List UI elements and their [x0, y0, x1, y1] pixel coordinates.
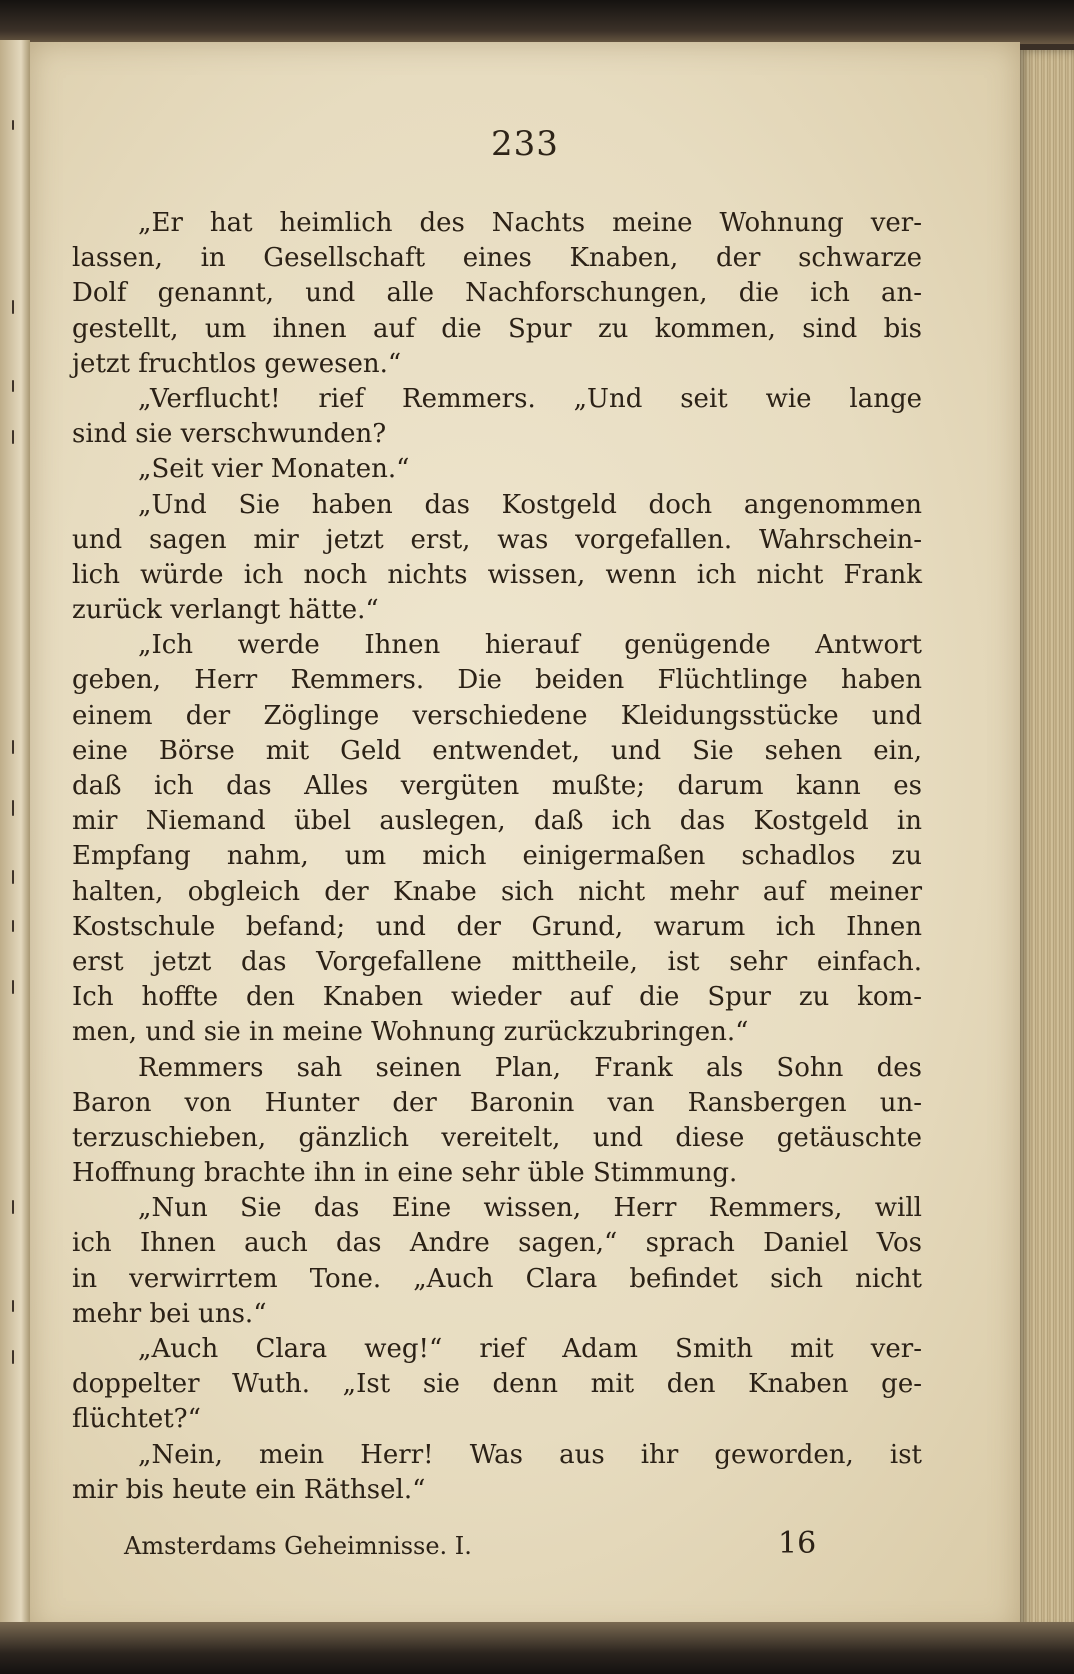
- text-line: doppelter Wuth. „Ist sie denn mit den Knaben ge-: [72, 1369, 922, 1400]
- text-line: men, und sie in meine Wohnung zurückzubringen.“: [72, 1017, 749, 1048]
- footer-book-title: Amsterdams Geheimnisse. I.: [124, 1532, 472, 1560]
- book-page: [30, 42, 1020, 1634]
- text-line: „Er hat heimlich des Nachts meine Wohnung ver-: [138, 208, 922, 238]
- text-line: Kostschule befand; und der Grund, warum ich Ihnen: [72, 911, 922, 942]
- text-line: Empfang nahm, um mich einigermaßen schadlos zu: [72, 841, 922, 872]
- page-footer: [90, 1526, 830, 1572]
- footer-signature-mark: 16: [778, 1526, 817, 1561]
- text-line: „Ich werde Ihnen hierauf genügende Antwort: [138, 630, 922, 661]
- body-text: [72, 206, 922, 1508]
- facing-page-text-fragments: [4, 100, 26, 1600]
- page-number: 233: [491, 124, 559, 164]
- text-line: mehr bei uns.“: [72, 1298, 267, 1329]
- text-line: Dolf genannt, und alle Nachforschungen, die ich an-: [72, 278, 922, 309]
- book-top-edge: [0, 0, 1074, 44]
- text-line: jetzt fruchtlos gewesen.“: [72, 348, 402, 379]
- text-line: halten, obgleich der Knabe sich nicht mehr auf meiner: [72, 876, 922, 907]
- text-line: Ich hoffte den Knaben wieder auf die Spur zu kom-: [72, 982, 922, 1013]
- text-line: Baron von Hunter der Baronin van Ransbergen un-: [72, 1087, 922, 1118]
- text-line: mir Niemand übel auslegen, daß ich das Kostgeld in: [72, 806, 922, 837]
- text-line: geben, Herr Remmers. Die beiden Flüchtlinge haben: [72, 665, 922, 696]
- text-line: „Und Sie haben das Kostgeld doch angenommen: [138, 489, 922, 520]
- text-line: flüchtet?“: [72, 1404, 201, 1435]
- text-line: „Auch Clara weg!“ rief Adam Smith mit ver-: [138, 1334, 922, 1364]
- text-line: gestellt, um ihnen auf die Spur zu kommen, sind bis: [72, 313, 922, 344]
- text-line: eine Börse mit Geld entwendet, und Sie sehen ein,: [72, 735, 922, 766]
- text-line: terzuschieben, gänzlich vereitelt, und diese getäuschte: [72, 1122, 922, 1153]
- book-bottom-edge: [0, 1622, 1074, 1674]
- text-line: lassen, in Gesellschaft eines Knaben, der schwarze: [72, 243, 922, 274]
- text-line: daß ich das Alles vergüten mußte; darum kann es: [72, 771, 922, 801]
- text-line: „Nun Sie das Eine wissen, Herr Remmers, will: [138, 1193, 922, 1224]
- text-line: ich Ihnen auch das Andre sagen,“ sprach Daniel Vos: [72, 1228, 922, 1259]
- text-line: Remmers sah seinen Plan, Frank als Sohn des: [138, 1052, 922, 1083]
- text-line: zurück verlangt hätte.“: [72, 595, 379, 626]
- text-line: mir bis heute ein Räthsel.“: [72, 1474, 426, 1505]
- text-line: lich würde ich noch nichts wissen, wenn ich nicht Frank: [72, 559, 922, 590]
- text-line: und sagen mir jetzt erst, was vorgefallen. Wahrschein-: [72, 524, 922, 555]
- text-line: Hoffnung brachte ihn in eine sehr üble Stimmung.: [72, 1158, 738, 1189]
- text-line: einem der Zöglinge verschiedene Kleidungsstücke und: [72, 700, 922, 731]
- text-line: erst jetzt das Vorgefallene mittheile, ist sehr einfach.: [72, 946, 922, 977]
- text-line: sind sie verschwunden?: [72, 419, 387, 450]
- text-line: „Nein, mein Herr! Was aus ihr geworden, ist: [138, 1439, 922, 1470]
- text-line: „Verflucht! rief Remmers. „Und seit wie lange: [138, 383, 922, 414]
- text-line: „Seit vier Monaten.“: [138, 454, 410, 485]
- text-line: in verwirrtem Tone. „Auch Clara befindet sich nicht: [72, 1263, 922, 1294]
- page-stack-edge: [1018, 50, 1074, 1630]
- facing-page-edge: [0, 40, 30, 1630]
